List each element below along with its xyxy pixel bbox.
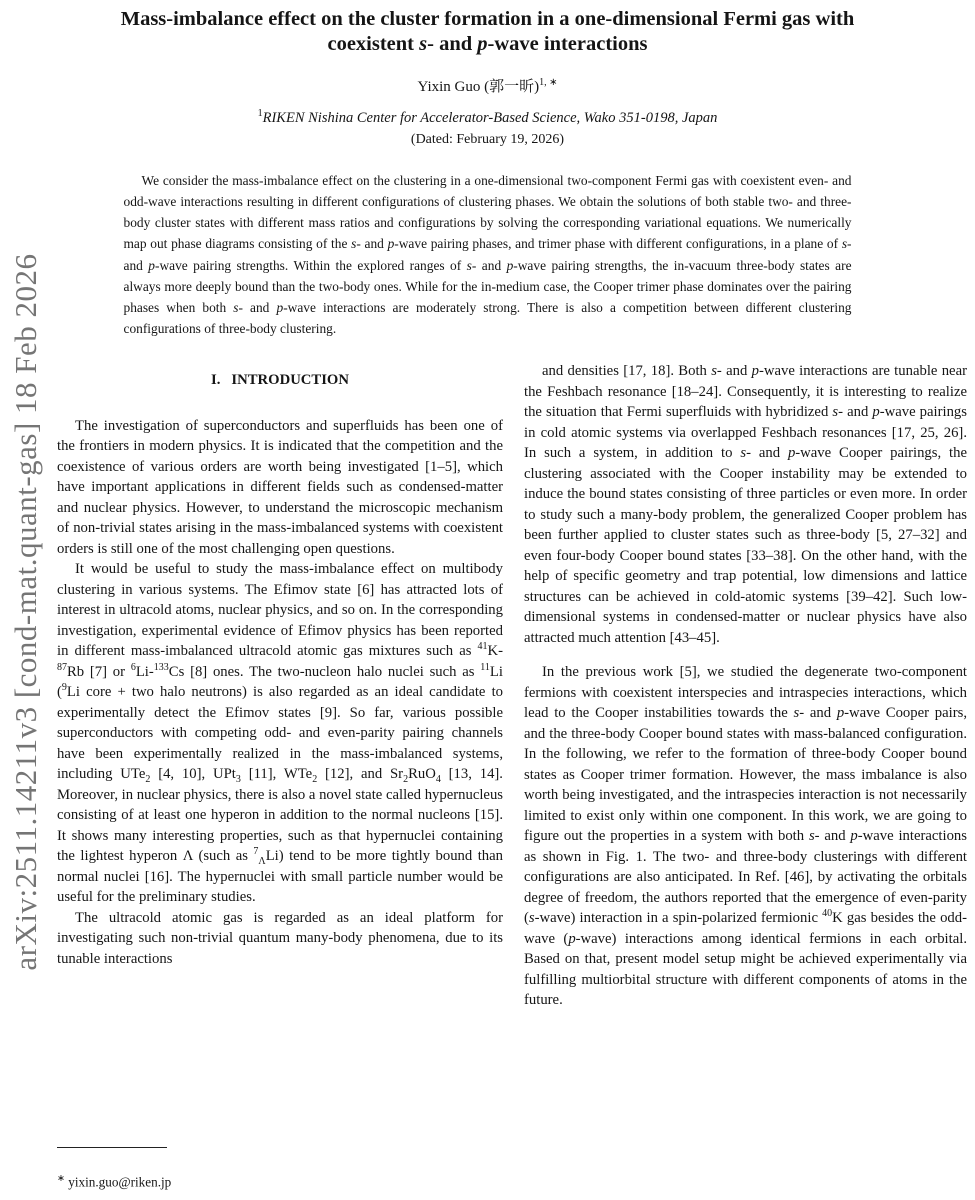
right-column [524,361,967,1011]
paragraph: The ultracold atomic gas is regarded as an ideal platform for investigating such non-trivial quantum many-body phenomena, due to its tunable interactions [57,909,503,967]
paragraph: It would be useful to study the mass-imbalance effect on multibody clustering in various systems. The Efimov state [6] has attracted lots of interest in ultracold atoms, nuclear physics, and so on. In the corresponding investigation, experimental evidence of Efimov physics has been reported in different mass-imbalanced ultracold atomic gas mixtures such as $^{41}$K-$^{87}$Rb [7] or $^6$Li-$^{133}$Cs [8] ones. The two-nucleon halo nuclei such as $^{11}$Li ($^9$Li core + two halo neutrons) is also regarded as an ideal candidate to experimentally detect the Efimov states [9]. So far, various possible superconductors with competing odd- and even-parity pairing channels have been experimentally realized in the mass-imbalanced systems, including UTe$_2$ [4, 10], UPt$_3$ [11], WTe$_2$ [12], and $Sr_2RuO_4$ [13, 14]. Moreover, in nuclear physics, there is also a novel state called hypernucleus consisting of at least one hyperon in addition to the normal nucleons [15]. It shows many interesting properties, such as that hypernuclei containing the lightest hyperon Λ (such as $^7_\Lambda$Li) tend to be more tightly bound than normal nuclei [16]. The hypernuclei with small particle number would be useful for the preliminary studies. [57,561,504,905]
paper-header [0,0,975,148]
paragraph: The investigation of superconductors and superfluids has been one of the frontiers in modern physics. It is indicated that the competition and the coexistence of various orders are worth being investigated [1–5], which have important applications in different fields such as condensed-matter and nuclear physics. However, to understand the microscopic mechanism of non-trivial states arising in the mass-imbalanced systems with coexistent orders is still one of the most challenging open questions. [57,417,503,557]
footnote-email[interactable]: ∗ yixin.guo@riken.jp [57,1174,172,1190]
date-line: (Dated: February 19, 2026) [410,131,565,147]
left-column [57,361,503,969]
paragraph: In the previous work [5], we studied the degenerate two-component fermions with coexistent interspecies and intraspecies interactions, which lead to the Cooper instabilities towards the s- and p-wave Cooper pairs, and the three-body Cooper bound states with mass-balanced configuration. In the following, we refer to the formation of three-body Cooper bound states as Cooper trimer formation. However, the mass imbalance is also worth being investigated, and the intraspecies interaction is not necessarily limited to exist only within one component. In this work, we are going to figure out the properties in a system with both s- and p-wave interactions as shown in Fig. 1. The two- and three-body clusterings with different configurations are also anticipated. In Ref. [46], by activating the orbitals degree of freedom, the authors reported that the emergence of even-parity (s-wave) interaction in a spin-polarized fermionic $^{40}$K gas besides the odd-wave (p-wave) interactions among identical fermions in each orbital. Based on that, present model setup might be achieved experimentally via fulfilling multiorbital structure with different components of atoms in the future. [524,664,967,1008]
paper-title [0,7,975,56]
section-heading-introduction: I. INTRODUCTION [211,372,349,388]
affiliation-line: $^1$RIKEN Nishina Center for Accelerator-Based Science, Wako 351-0198, Japan [257,108,718,126]
paper-title-line2: coexistent s- and p-wave interactions [327,32,648,55]
paragraph: and densities [17, 18]. Both s- and p-wave interactions are tunable near the Feshbach resonance [18–24]. Consequently, it is interesting to realize the situation that Fermi superfluids with hybridized s- and p-wave pairings in cold atomic systems via overlapped Feshbach resonances [17, 25, 26]. In such a system, in addition to s- and p-wave Cooper pairings, the clustering associated with the Cooper instability may be extended to induce the bound states consisting of three particles or even more. In order to study such a many-body problem, the generalized Cooper problem has been further applied to cluster states such as three-body [5, 27–32] and even four-body Cooper bound states [33–38]. On the other hand, with the help of specific geometry and trap potential, low dimensions and lattice structures can be achieved in cold-atomic systems [39–42]. Such low-dimensional systems in condensed-matter or nuclear physics have also attracted much attention [43–45]. [524,363,967,646]
author-line: Yixin Guo (郭一昕)$^{1, ∗}$ [417,77,558,95]
arxiv-identifier: arXiv:2511.14211v3 [cond-mat.quant-gas] 18 Feb 2026 [8,253,43,971]
abstract: We consider the mass-imbalance effect on the clustering in a one-dimensional two-component Fermi gas with coexistent even- and odd-wave interactions resulting in different configurations of clustering phases. We obtain the solutions of both stable two- and three-body cluster states with different mass ratios and configurations by solving the corresponding variational equations. We numerically map out phase diagrams consisting of the s- and p-wave pairing phases, and trimer phase with different configurations, in a plane of s- and p-wave pairing strengths. Within the explored ranges of s- and p-wave pairing strengths, the in-vacuum three-body states are always more deeply bound than the two-body ones. While for the in-medium case, the Cooper trimer phase dominates over the pairing phases when both s- and p-wave interactions are moderately strong. There is also a competition between different clustering configurations of three-body clustering. [123,172,852,337]
paper-title-line1: Mass-imbalance effect on the cluster formation in a one-dimensional Fermi gas with [120,8,855,30]
footnote-rule [57,1147,167,1148]
